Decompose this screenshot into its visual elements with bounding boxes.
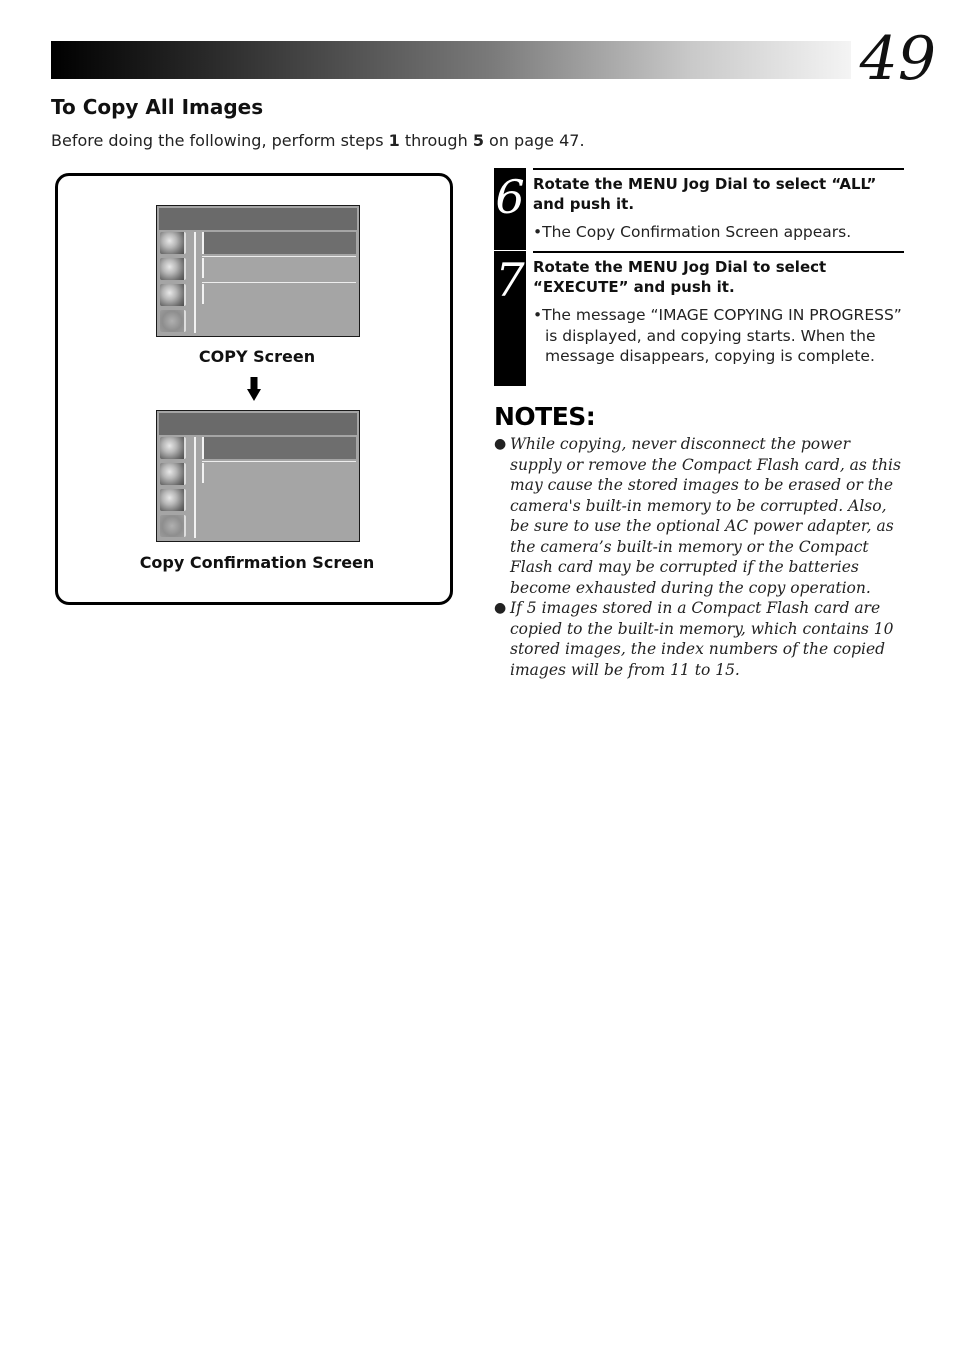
intro-text bbox=[51, 131, 585, 150]
step-number: 7 bbox=[495, 253, 525, 307]
step-number: 6 bbox=[495, 170, 525, 224]
step-instruction: Rotate the MENU Jog Dial to select “ALL” and push it. bbox=[533, 175, 877, 213]
header-gradient-bar bbox=[51, 41, 851, 79]
note-item bbox=[494, 434, 904, 599]
thumbnail-image bbox=[160, 310, 186, 332]
intro-step-b: 5 bbox=[472, 131, 484, 150]
menu-row-tick bbox=[202, 258, 204, 278]
menu-row-tick bbox=[202, 463, 204, 483]
thumbnail-image bbox=[160, 232, 186, 254]
thumbnail-image bbox=[160, 463, 186, 485]
intro-after: on page 47. bbox=[483, 131, 585, 150]
menu-row-line bbox=[202, 282, 356, 283]
thumbnail-image bbox=[160, 515, 186, 537]
selected-menu-row bbox=[202, 437, 356, 459]
screen-title-bar bbox=[159, 208, 357, 230]
thumbnail-image bbox=[160, 284, 186, 306]
menu-divider bbox=[194, 232, 196, 333]
copy-screen-caption: COPY Screen bbox=[198, 347, 316, 366]
thumbnail-column bbox=[160, 232, 186, 336]
intro-step-a: 1 bbox=[388, 131, 400, 150]
note-text: If 5 images stored in a Compact Flash card are copied to the built-in memory, which contains 10 stored images, the index numbers of the copied images will be from 11 to 15. bbox=[510, 599, 894, 679]
thumbnail-image bbox=[160, 258, 186, 280]
step-result: •The message “IMAGE COPYING IN PROGRESS” is displayed, and copying starts. When the message disappears, copying is complete. bbox=[533, 306, 902, 365]
step-7 bbox=[494, 251, 904, 386]
thumbnail-image bbox=[160, 489, 186, 511]
bullet-icon: ● bbox=[494, 436, 507, 452]
intro-before: Before doing the following, perform steps bbox=[51, 131, 389, 150]
confirmation-screen-caption: Copy Confirmation Screen bbox=[139, 553, 375, 572]
note-text: While copying, never disconnect the power supply or remove the Compact Flash card, as this may cause the stored images to be erased or the camera's built-in memory to be corrupted. Also, be sure to use the optional AC power adapter, as the camera’s built-in memory or the Compact Flash card may be corrupted if the batteries become exhausted during the copy operation. bbox=[510, 435, 901, 597]
step-6 bbox=[494, 168, 904, 250]
step-rule bbox=[533, 251, 904, 253]
menu-row-tick bbox=[202, 284, 204, 304]
selected-menu-row bbox=[202, 232, 356, 254]
section-title: To Copy All Images bbox=[51, 95, 264, 119]
note-item bbox=[494, 598, 904, 682]
copy-screen-illustration bbox=[156, 205, 360, 337]
confirmation-screen-illustration bbox=[156, 410, 360, 542]
step-instruction: Rotate the MENU Jog Dial to select “EXECUTE” and push it. bbox=[533, 258, 827, 296]
figure-box bbox=[55, 173, 453, 605]
thumbnail-column bbox=[160, 437, 186, 541]
menu-divider bbox=[194, 437, 196, 538]
step-rule bbox=[533, 168, 904, 170]
page-number: 49 bbox=[859, 24, 936, 94]
menu-row-line bbox=[202, 461, 356, 462]
intro-mid: through bbox=[399, 131, 473, 150]
menu-row-line bbox=[202, 256, 356, 257]
thumbnail-image bbox=[160, 437, 186, 459]
arrow-down-icon bbox=[247, 377, 261, 401]
screen-title-bar bbox=[159, 413, 357, 435]
step-result: •The Copy Confirmation Screen appears. bbox=[533, 223, 852, 241]
notes-title: NOTES: bbox=[494, 402, 596, 431]
bullet-icon: ● bbox=[494, 600, 507, 616]
